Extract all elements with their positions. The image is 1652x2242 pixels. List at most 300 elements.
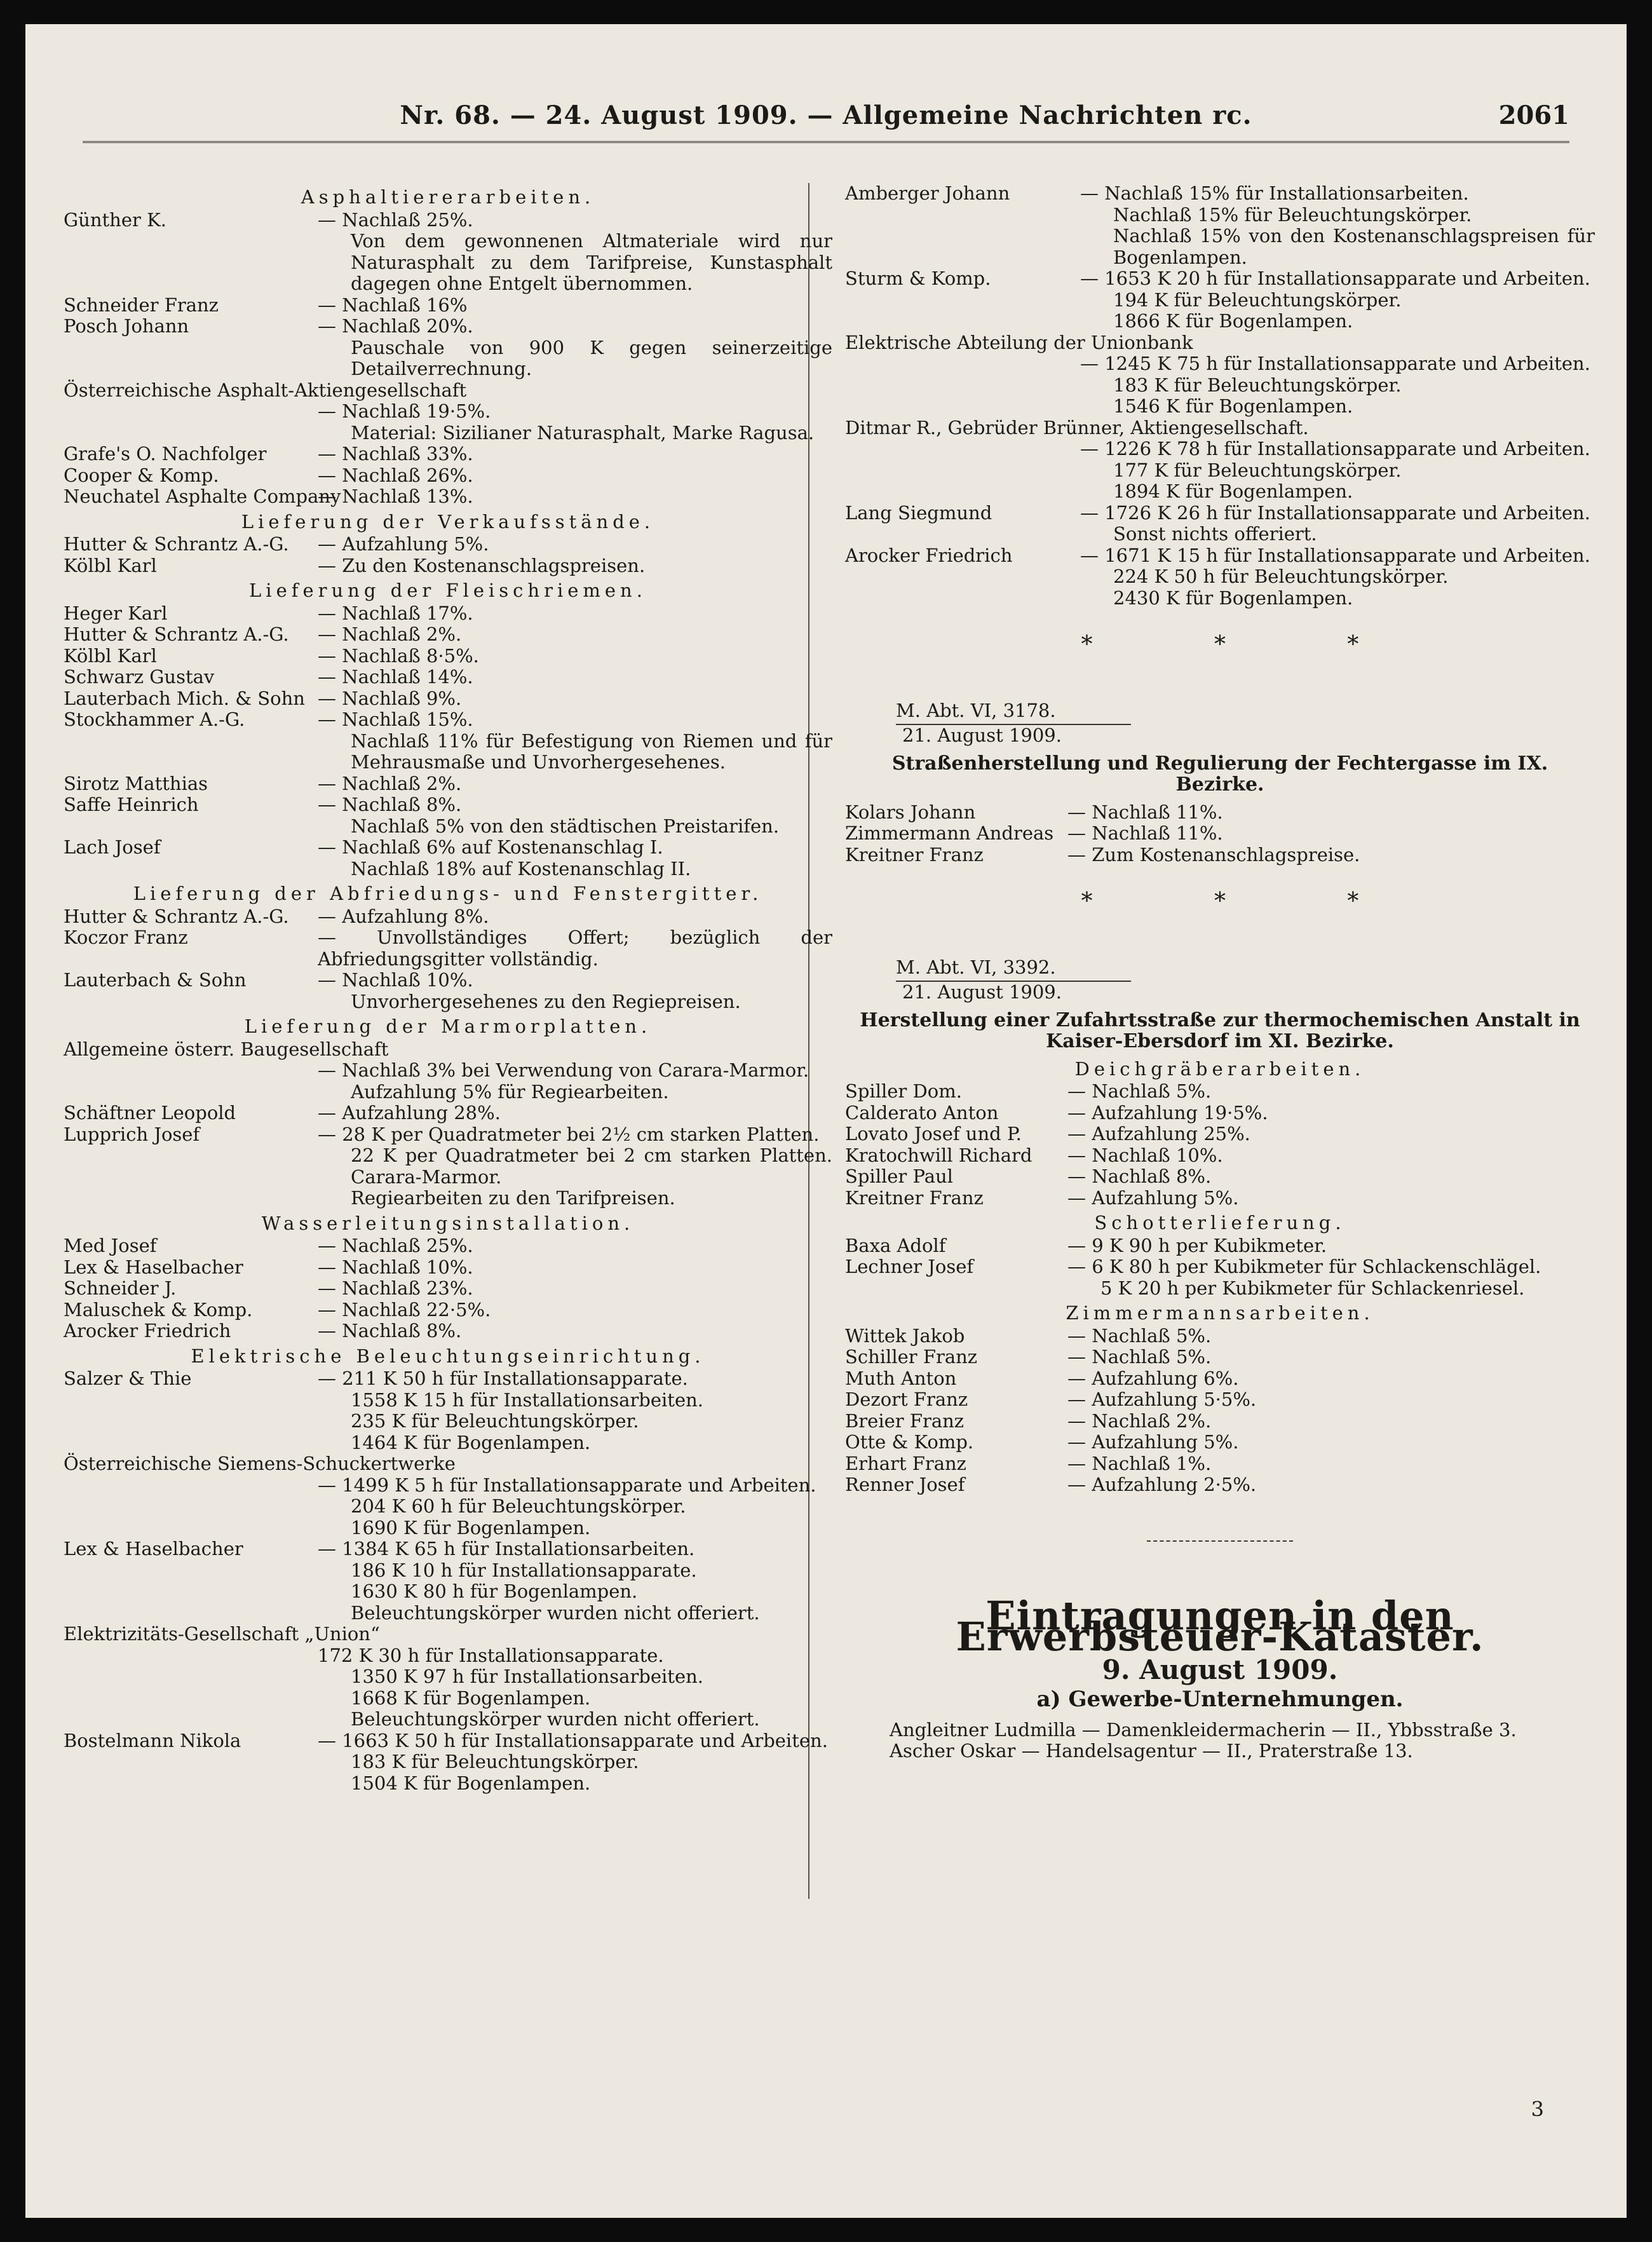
entry-name: Hutter & Schrantz A.-G.: [64, 623, 289, 645]
entry-details: [318, 1278, 832, 1300]
entry-name: Lauterbach & Sohn: [64, 969, 247, 991]
entry-row: [845, 1166, 1595, 1188]
entry-line: — Nachlaß 11%.: [1067, 822, 1223, 844]
entry-details: [1067, 1453, 1595, 1475]
entry-name: Zimmermann Andreas: [845, 822, 1054, 844]
entry-line: — 28 K per Quadratmeter bei 2½ cm starken Platten.: [318, 1123, 820, 1145]
header-rule: [83, 141, 1569, 143]
entry-line: — Nachlaß 10%.: [318, 969, 473, 991]
right-column: [845, 183, 1595, 1762]
entry-name: Arocker Friedrich: [845, 544, 1013, 566]
entry-details: [318, 1475, 832, 1539]
entry-details: [1067, 1411, 1595, 1432]
entry-row: [845, 1432, 1595, 1453]
entry-name: Sirotz Matthias: [64, 772, 208, 794]
entry-row: [64, 380, 832, 444]
section-marmorplatten: [64, 1016, 832, 1209]
entry-details: [318, 927, 832, 970]
entry-line: — 1384 K 65 h für Installationsarbeiten.: [318, 1538, 695, 1559]
entry-details: [318, 1257, 832, 1279]
entry-line: 172 K 30 h für Installationsapparate.: [318, 1644, 664, 1666]
entry-row: [845, 1103, 1595, 1124]
entry-name: Spiller Dom.: [845, 1080, 962, 1102]
kataster-date: 9. August 1909.: [1102, 1654, 1338, 1685]
entry-details: [318, 444, 832, 465]
entry-details: [1080, 545, 1595, 609]
entry-row: [64, 465, 832, 487]
entry-name: Cooper & Komp.: [64, 464, 219, 486]
entry-name: Lang Siegmund: [845, 501, 992, 524]
entry-line: 22 K per Quadratmeter bei 2 cm starken Platten. Carara-Marmor.: [351, 1145, 832, 1188]
entry-row: [64, 1453, 832, 1539]
entry-row: [64, 603, 832, 625]
entry-line: Nachlaß 18% auf Kostenanschlag II.: [351, 857, 691, 880]
entry-line: — Nachlaß 1%.: [1067, 1452, 1212, 1474]
entry-row: [64, 1321, 832, 1342]
entry-row: [845, 1326, 1595, 1347]
entry-line: Von dem gewonnenen Altmateriale wird nur Naturasphalt zu dem Tarifpreise, Kunstasphalt dagegen ohne Entgelt übernommen.: [351, 230, 832, 294]
entry-row: [845, 503, 1595, 545]
entry-line: Material: Sizilianer Naturasphalt, Marke Ragusa.: [351, 421, 815, 444]
entry-name: Dezort Franz: [845, 1389, 968, 1410]
entry-row: [64, 1278, 832, 1300]
entry-line: — Nachlaß 8%.: [318, 794, 462, 815]
entry-row: [64, 1103, 832, 1124]
deich-title: Deichgräberarbeiten.: [1074, 1057, 1365, 1080]
entry-row: [64, 688, 832, 710]
entry-details: [318, 646, 832, 667]
entry-line: — Nachlaß 13%.: [318, 486, 473, 507]
entry-line: — 1499 K 5 h für Installationsapparate und Arbeiten.: [318, 1474, 816, 1496]
entry-line: 194 K für Beleuchtungskörper.: [1113, 289, 1402, 311]
entry-line: — Nachlaß 5%.: [1067, 1324, 1212, 1347]
entry-name: Med Josef: [64, 1235, 157, 1256]
entry-line: — Aufzahlung 5%.: [1067, 1186, 1239, 1209]
entry-line: 224 K 50 h für Beleuchtungskörper.: [1113, 566, 1449, 587]
entry-line: — Nachlaß 15% für Installationsarbeiten.: [1080, 182, 1469, 204]
entry-details: [318, 794, 832, 837]
entry-line: — 1663 K 50 h für Installationsapparate und Arbeiten.: [318, 1729, 828, 1751]
entry-name: Renner Josef: [845, 1474, 965, 1495]
entry-name: Wittek Jakob: [845, 1324, 965, 1347]
entry-line: — Nachlaß 25%.: [318, 208, 473, 231]
entry-row: [64, 970, 832, 1012]
kataster-subheading: a) Gewerbe-Unternehmungen.: [1036, 1687, 1404, 1712]
entry-line: — Nachlaß 20%.: [318, 315, 473, 337]
entry-details: [1067, 1188, 1595, 1209]
entry-details: [318, 295, 832, 316]
separator-stars-2: * * *: [1081, 888, 1416, 914]
section-title: Wasserleitungsinstallation.: [261, 1212, 635, 1234]
entry-line: — Nachlaß 15%.: [318, 709, 473, 730]
entry-details: [1067, 1432, 1595, 1453]
entry-row: [845, 1081, 1595, 1103]
entry-line: 1504 K für Bogenlampen.: [351, 1772, 591, 1794]
entry-details: [318, 465, 832, 487]
entry-name: Lex & Haselbacher: [64, 1256, 243, 1278]
entry-line: 1630 K 80 h für Bogenlampen.: [351, 1580, 638, 1602]
entry-row: [64, 1730, 832, 1795]
kataster-entry: Ascher Oskar — Handelsagentur — II., Praterstraße 13.: [890, 1740, 1413, 1762]
entry-line: 1558 K 15 h für Installationsarbeiten.: [351, 1389, 704, 1411]
notice2-heading: Herstellung einer Zufahrtsstraße zur thermochemischen Anstalt in Kaiser-Ebersdorf im XI. Bezirke.: [860, 1009, 1580, 1052]
separator-stars: * * *: [1081, 632, 1416, 658]
entry-details: [1080, 183, 1595, 268]
notice1-reference: M. Abt. VI, 3178.: [896, 700, 1131, 726]
entry-name: Günther K.: [64, 208, 166, 231]
entry-line: — Nachlaß 17%.: [318, 602, 473, 624]
entry-name: Kolars Johann: [845, 801, 976, 823]
entry-details: [1067, 1145, 1595, 1167]
section-asphalt: [64, 187, 832, 508]
entry-details: [1067, 1166, 1595, 1188]
entry-line: 183 K für Beleuchtungskörper.: [1113, 374, 1402, 396]
entry-row: [845, 823, 1595, 845]
entry-line: — Nachlaß 23%.: [318, 1277, 473, 1299]
entry-line: — Nachlaß 2%.: [1067, 1410, 1212, 1432]
entry-name: Saffe Heinrich: [64, 794, 199, 815]
entry-line: 204 K 60 h für Beleuchtungskörper.: [351, 1495, 686, 1517]
entry-line: Regiearbeiten zu den Tarifpreisen.: [351, 1187, 675, 1209]
section-title: Asphaltiererarbeiten.: [301, 186, 595, 208]
entry-details: [1067, 1256, 1595, 1299]
entry-details: [318, 1235, 832, 1257]
entry-line: — Nachlaß 10%.: [1067, 1144, 1223, 1166]
entry-line: — Nachlaß 8%.: [1067, 1165, 1212, 1187]
entry-line: — Nachlaß 8·5%.: [318, 644, 479, 667]
entry-line: — Nachlaß 6% auf Kostenanschlag I.: [318, 836, 663, 858]
entry-row: [64, 794, 832, 837]
entry-details: [318, 667, 832, 688]
entry-details: [318, 773, 832, 795]
entry-details: [1080, 503, 1595, 545]
entry-details: [1067, 1124, 1595, 1145]
deich-entries: [845, 1081, 1595, 1209]
entry-line: Sonst nichts offeriert.: [1113, 523, 1317, 545]
entry-details: [318, 1539, 832, 1624]
schotter-entries: [845, 1235, 1595, 1300]
entry-line: — 1653 K 20 h für Installationsapparate und Arbeiten.: [1080, 268, 1590, 289]
entry-row: [64, 486, 832, 508]
entry-line: — Unvollständiges Offert; bezüglich der Abfriedungsgitter vollständig.: [318, 927, 832, 970]
entry-details: [318, 1124, 832, 1209]
entry-details: [318, 1321, 832, 1342]
entry-name: Baxa Adolf: [845, 1234, 946, 1256]
entry-name: Breier Franz: [845, 1410, 965, 1432]
entry-row: [845, 845, 1595, 866]
entry-details: [318, 1103, 832, 1124]
entry-line: — Nachlaß 22·5%.: [318, 1298, 491, 1321]
entry-row: [845, 1145, 1595, 1167]
entry-row: [64, 1539, 832, 1624]
entry-details: [318, 210, 832, 295]
entry-name: Schiller Franz: [845, 1346, 978, 1368]
section-gitter: [64, 883, 832, 1012]
schotter-title: Schotterlieferung.: [1094, 1212, 1346, 1233]
entry-line: 183 K für Beleuchtungskörper.: [351, 1751, 639, 1772]
entry-details: [318, 1730, 832, 1795]
entry-line: — 1726 K 26 h für Installationsapparate und Arbeiten.: [1080, 501, 1590, 524]
entry-line: — Nachlaß 11%.: [1067, 801, 1223, 823]
page-number: 2061: [1498, 100, 1569, 130]
entry-line: — Nachlaß 14%.: [318, 666, 473, 688]
notice2-date: 21. August 1909.: [902, 981, 1062, 1003]
entry-line: — 1671 K 15 h für Installationsapparate und Arbeiten.: [1080, 544, 1590, 566]
entry-row: [64, 210, 832, 295]
entry-row: [845, 1188, 1595, 1209]
entry-name: Maluschek & Komp.: [64, 1298, 253, 1321]
entry-line: — Nachlaß 19·5%.: [318, 400, 491, 422]
entry-name: Lupprich Josef: [64, 1123, 200, 1145]
entry-line: — Nachlaß 8%.: [318, 1320, 462, 1342]
entry-line: — Nachlaß 2%.: [318, 772, 462, 794]
entry-details: [1067, 1347, 1595, 1368]
entry-name: Heger Karl: [64, 602, 168, 624]
entry-line: Nachlaß 15% von den Kostenanschlagspreisen für Bogenlampen.: [1113, 225, 1595, 268]
entry-name: Calderato Anton: [845, 1101, 999, 1124]
entry-row: [64, 534, 832, 555]
entry-line: — Zu den Kostenanschlagspreisen.: [318, 554, 646, 576]
short-rule: [1147, 1540, 1293, 1542]
entry-name: Elektrizitäts-Gesellschaft „Union“: [64, 1623, 380, 1645]
entry-line: — Nachlaß 25%.: [318, 1235, 473, 1256]
entry-details: [318, 1300, 832, 1321]
entry-line: Beleuchtungskörper wurden nicht offeriert.: [351, 1601, 760, 1624]
entry-details: [318, 688, 832, 710]
entry-line: 5 K 20 h per Kubikmeter für Schlackenriesel.: [1100, 1277, 1525, 1299]
entry-line: — Nachlaß 10%.: [318, 1256, 473, 1278]
entry-name: Ditmar R., Gebrüder Brünner, Aktiengesellschaft.: [845, 416, 1309, 438]
entry-line: — Aufzahlung 25%.: [1067, 1123, 1250, 1145]
entry-line: — 211 K 50 h für Installationsapparate.: [318, 1368, 688, 1389]
entry-name: Allgemeine österr. Baugesellschaft: [64, 1038, 389, 1060]
kataster-entry: Angleitner Ludmilla — Damenkleidermacherin — II., Ybbsstraße 3.: [890, 1718, 1517, 1741]
entry-details: [1080, 268, 1595, 332]
entry-line: — Aufzahlung 5·5%.: [1067, 1389, 1257, 1410]
entry-line: 1866 K für Bogenlampen.: [1113, 310, 1353, 332]
section-wasserleitung: [64, 1213, 832, 1342]
entry-name: Lechner Josef: [845, 1256, 974, 1277]
entry-line: — Aufzahlung 19·5%.: [1067, 1101, 1268, 1124]
entry-line: Unvorhergesehenes zu den Regiepreisen.: [351, 990, 741, 1012]
entry-details: [1067, 1389, 1595, 1411]
entry-row: [64, 555, 832, 577]
entry-row: [64, 906, 832, 928]
entry-line: Nachlaß 11% für Befestigung von Riemen und für Mehrausmaße und Unvorhergesehenes.: [351, 730, 832, 773]
entry-details: [1067, 1081, 1595, 1103]
kataster-title: Eintragungen in den Erwerbsteuer-Kataster.: [956, 1592, 1484, 1660]
entry-details: [1067, 1326, 1595, 1347]
entry-line: — Nachlaß 9%.: [318, 687, 462, 709]
entry-row: [64, 1039, 832, 1103]
entry-line: Beleuchtungskörper wurden nicht offeriert.: [351, 1708, 760, 1730]
entry-row: [64, 646, 832, 667]
entry-line: Nachlaß 5% von den städtischen Preistarifen.: [351, 815, 780, 837]
entry-row: [64, 316, 832, 380]
notice1-date: 21. August 1909.: [902, 724, 1062, 746]
entry-line: — Nachlaß 5%.: [1067, 1080, 1212, 1102]
entry-details: [318, 906, 832, 928]
entry-name: Amberger Johann: [845, 182, 1010, 204]
section-verkaufsstaende: [64, 512, 832, 577]
section-elektrische-beleuchtung: [64, 1346, 832, 1795]
left-column: [64, 183, 832, 1794]
entry-details: [318, 709, 832, 773]
entry-details: [1067, 1474, 1595, 1496]
entry-line: — Aufzahlung 6%.: [1067, 1367, 1239, 1389]
entry-details: [318, 486, 832, 508]
entry-line: — Aufzahlung 5%.: [1067, 1431, 1239, 1453]
entry-details: [1080, 438, 1595, 503]
entry-line: — Aufzahlung 28%.: [318, 1102, 501, 1124]
entry-row: [64, 1624, 832, 1730]
section-title: Elektrische Beleuchtungseinrichtung.: [191, 1345, 705, 1367]
entry-name: Hutter & Schrantz A.-G.: [64, 533, 289, 555]
entry-row: [64, 1300, 832, 1321]
entry-line: — Aufzahlung 5%.: [318, 533, 489, 555]
entry-row: [845, 183, 1595, 268]
entry-line: 1668 K für Bogenlampen.: [351, 1687, 591, 1709]
entry-line: Pauschale von 900 K gegen seinerzeitige Detailverrechnung.: [351, 336, 832, 379]
entry-row: [845, 1235, 1595, 1257]
section-title: Lieferung der Abfriedungs- und Fenstergitter.: [133, 883, 763, 904]
header-title: Nr. 68. — 24. August 1909. — Allgemeine Nachrichten rc.: [400, 100, 1252, 130]
entry-row: [845, 418, 1595, 503]
entry-details: [318, 1645, 832, 1730]
entry-name: Koczor Franz: [64, 927, 188, 948]
entry-row: [845, 545, 1595, 609]
section-title: Lieferung der Fleischriemen.: [249, 580, 647, 601]
entry-row: [64, 837, 832, 880]
entry-name: Lauterbach Mich. & Sohn: [64, 687, 305, 709]
entry-row: [845, 268, 1595, 332]
entry-name: Posch Johann: [64, 315, 189, 337]
notice2-reference: M. Abt. VI, 3392.: [896, 957, 1131, 982]
entry-line: — 9 K 90 h per Kubikmeter.: [1067, 1234, 1327, 1256]
entry-row: [845, 1474, 1595, 1496]
entry-name: Schäftner Leopold: [64, 1102, 236, 1124]
entry-name: Bostelmann Nikola: [64, 1729, 241, 1751]
entry-line: — Nachlaß 2%.: [318, 623, 462, 645]
entry-details: [1080, 353, 1595, 418]
entry-line: 1690 K für Bogenlampen.: [351, 1516, 591, 1539]
entry-row: [845, 1389, 1595, 1411]
entry-row: [845, 1347, 1595, 1368]
entry-name: Österreichische Siemens-Schuckertwerke: [64, 1453, 456, 1474]
entry-row: [64, 667, 832, 688]
entry-details: [318, 624, 832, 646]
entry-details: [1067, 845, 1595, 866]
entry-details: [318, 837, 832, 880]
entry-row: [64, 1124, 832, 1209]
entry-row: [64, 709, 832, 773]
right-top-entries: [845, 183, 1595, 609]
newspaper-page: [25, 24, 1627, 2218]
entry-name: Kreitner Franz: [845, 843, 984, 866]
entry-name: Arocker Friedrich: [64, 1320, 231, 1342]
entry-name: Kölbl Karl: [64, 554, 157, 576]
entry-name: Kratochwill Richard: [845, 1144, 1032, 1166]
entry-line: — Zum Kostenanschlagspreise.: [1067, 843, 1360, 866]
entry-details: [1067, 1368, 1595, 1390]
notice1-entries: [845, 802, 1595, 866]
entry-name: Schwarz Gustav: [64, 666, 215, 688]
entry-name: Österreichische Asphalt-Aktiengesellschaft: [64, 379, 467, 401]
entry-details: [318, 1368, 832, 1453]
entry-line: — 6 K 80 h per Kubikmeter für Schlackenschlägel.: [1067, 1256, 1541, 1277]
entry-name: Hutter & Schrantz A.-G.: [64, 905, 289, 927]
entry-name: Spiller Paul: [845, 1165, 953, 1187]
entry-name: Lovato Josef und P.: [845, 1123, 1022, 1145]
entry-details: [318, 401, 832, 444]
entry-details: [1067, 1235, 1595, 1257]
entry-line: — Nachlaß 33%.: [318, 443, 473, 465]
footer-number: 3: [1531, 2097, 1544, 2121]
page-header: [25, 100, 1627, 151]
entry-line: 1894 K für Bogenlampen.: [1113, 480, 1353, 502]
entry-line: Aufzahlung 5% für Regiearbeiten.: [351, 1080, 669, 1103]
entry-line: — Nachlaß 16%: [318, 294, 468, 316]
entry-name: Schneider J.: [64, 1277, 177, 1299]
entry-line: Nachlaß 15% für Beleuchtungskörper.: [1113, 203, 1472, 226]
entry-line: — 1245 K 75 h für Installationsapparate und Arbeiten.: [1080, 353, 1590, 374]
entry-line: 186 K 10 h für Installationsapparate.: [351, 1559, 697, 1581]
entry-row: [64, 1257, 832, 1279]
entry-line: — Nachlaß 3% bei Verwendung von Carara-Marmor.: [318, 1059, 809, 1081]
section-title: Lieferung der Verkaufsstände.: [241, 510, 655, 533]
entry-name: Stockhammer A.-G.: [64, 709, 245, 730]
entry-details: [1067, 1103, 1595, 1124]
entry-line: — 1226 K 78 h für Installationsapparate und Arbeiten.: [1080, 438, 1590, 459]
entry-row: [64, 444, 832, 465]
zimmer-title: Zimmermannsarbeiten.: [1066, 1302, 1374, 1324]
entry-line: 1350 K 97 h für Installationsarbeiten.: [351, 1666, 704, 1687]
entry-name: Sturm & Komp.: [845, 268, 991, 289]
entry-row: [845, 1124, 1595, 1145]
entry-details: [1067, 802, 1595, 824]
entry-name: Lach Josef: [64, 836, 161, 858]
entry-name: Otte & Komp.: [845, 1431, 974, 1453]
entry-details: [1067, 823, 1595, 845]
entry-row: [64, 927, 832, 970]
entry-name: Muth Anton: [845, 1367, 957, 1389]
entry-name: Neuchatel Asphalte Company: [64, 486, 341, 507]
entry-row: [845, 1256, 1595, 1299]
entry-line: — Nachlaß 26%.: [318, 464, 473, 486]
entry-name: Salzer & Thie: [64, 1368, 192, 1389]
entry-row: [64, 1368, 832, 1453]
entry-details: [318, 316, 832, 380]
entry-name: Schneider Franz: [64, 294, 219, 316]
entry-row: [845, 332, 1595, 418]
entry-line: — Nachlaß 5%.: [1067, 1346, 1212, 1368]
entry-name: Kreitner Franz: [845, 1186, 984, 1209]
entry-row: [64, 1235, 832, 1257]
zimmer-entries: [845, 1326, 1595, 1496]
entry-name: Kölbl Karl: [64, 644, 157, 667]
entry-name: Lex & Haselbacher: [64, 1538, 243, 1559]
entry-row: [845, 1411, 1595, 1432]
entry-details: [318, 534, 832, 555]
entry-name: Erhart Franz: [845, 1452, 966, 1474]
entry-line: 177 K für Beleuchtungskörper.: [1113, 459, 1402, 481]
entry-row: [64, 624, 832, 646]
entry-name: Elektrische Abteilung der Unionbank: [845, 331, 1193, 353]
entry-line: — Aufzahlung 2·5%.: [1067, 1474, 1257, 1495]
entry-details: [318, 1060, 832, 1103]
entry-details: [318, 555, 832, 577]
entry-row: [64, 295, 832, 316]
